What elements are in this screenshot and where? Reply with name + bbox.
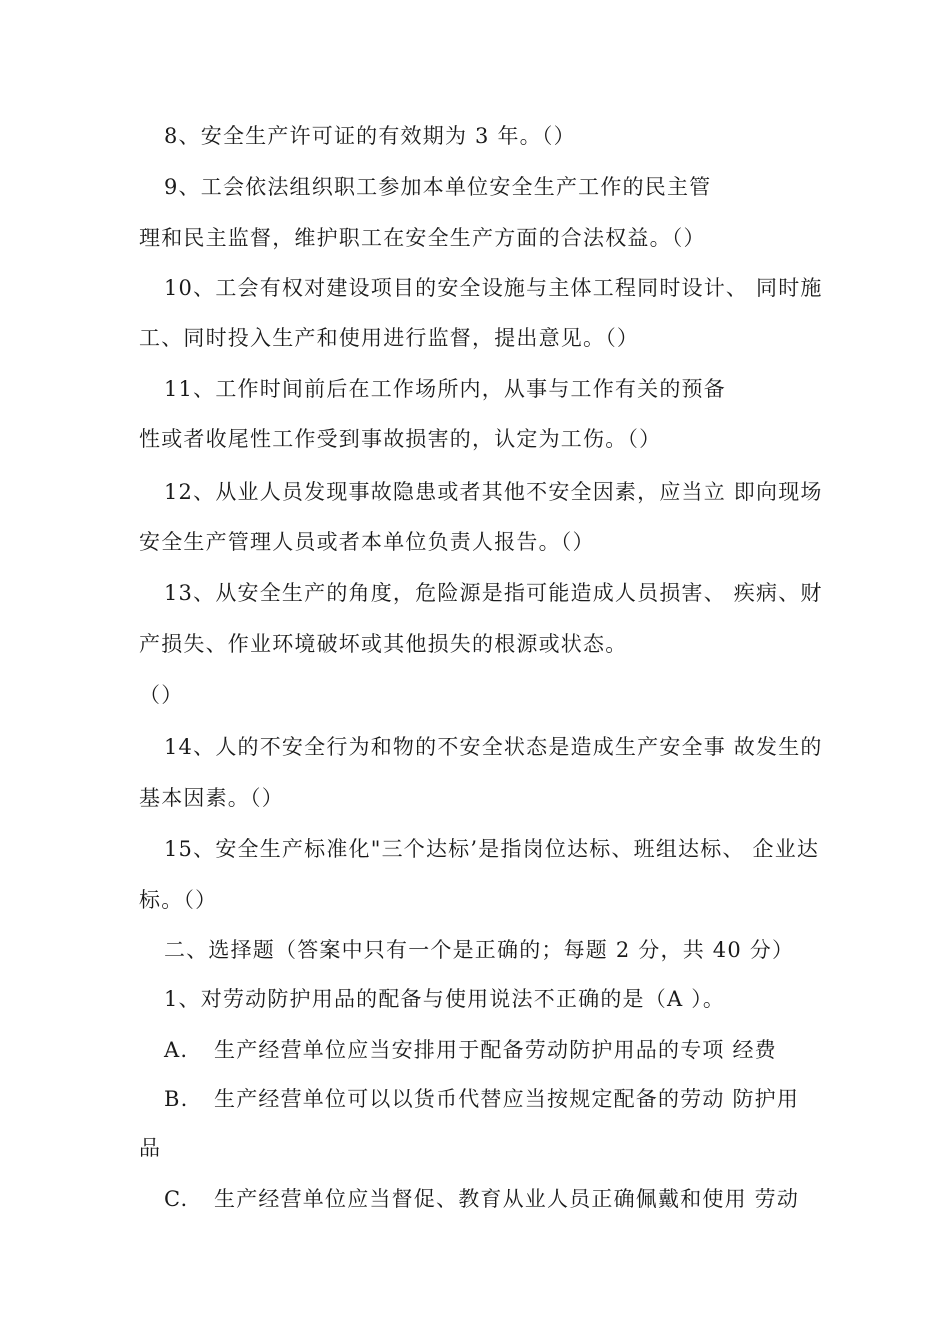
section-heading: 二、选择题（答案中只有一个是正确的；每题 2 分，共 40 分） bbox=[164, 938, 795, 962]
question-12-line-2: 安全生产管理人员或者本单位负责人报告。（） bbox=[139, 530, 595, 554]
question-15-line-1: 15、安全生产标准化"三个达标’是指岗位达标、班组达标、 企业达 bbox=[164, 837, 820, 861]
option-c-text: 生产经营单位应当督促、教育从业人员正确佩戴和使用 劳动 bbox=[214, 1187, 800, 1211]
option-a-letter: A. bbox=[164, 1038, 189, 1062]
question-10-line-1: 10、工会有权对建设项目的安全设施与主体工程同时设计、 同时施 bbox=[164, 276, 823, 300]
question-13-line-1: 13、从安全生产的角度，危险源是指可能造成人员损害、 疾病、财 bbox=[164, 581, 823, 605]
question-9-line-2: 理和民主监督，维护职工在安全生产方面的合法权益。（） bbox=[139, 226, 706, 250]
question-14-line-1: 14、人的不安全行为和物的不安全状态是造成生产安全事 故发生的 bbox=[164, 735, 823, 759]
choice-question-1: 1、对劳动防护用品的配备与使用说法不正确的是（A ）。 bbox=[164, 987, 726, 1011]
question-13-line-2: 产损失、作业环境破坏或其他损失的根源或状态。 bbox=[139, 632, 628, 656]
option-a-text: 生产经营单位应当安排用于配备劳动防护用品的专项 经费 bbox=[214, 1038, 777, 1062]
question-10-line-2: 工、同时投入生产和使用进行监督，提出意见。（） bbox=[139, 326, 640, 350]
question-9-line-1: 9、工会依法组织职工参加本单位安全生产工作的民主管 bbox=[164, 175, 712, 199]
question-13-line-3: （） bbox=[139, 683, 184, 707]
option-b bbox=[164, 1084, 799, 1114]
option-c-letter: C. bbox=[164, 1187, 189, 1211]
question-12-line-1: 12、从业人员发现事故隐患或者其他不安全因素，应当立 即向现场 bbox=[164, 480, 823, 504]
question-15-line-2: 标。（） bbox=[139, 888, 218, 912]
option-c bbox=[164, 1184, 799, 1214]
option-b-text: 生产经营单位可以以货币代替应当按规定配备的劳动 防护用 bbox=[214, 1087, 800, 1111]
question-8: 8、安全生产许可证的有效期为 3 年。（） bbox=[164, 124, 576, 148]
question-14-line-2: 基本因素。（） bbox=[139, 786, 284, 810]
option-a bbox=[164, 1035, 777, 1065]
option-b-letter: B. bbox=[164, 1087, 189, 1111]
question-11-line-2: 性或者收尾性工作受到事故损害的，认定为工伤。（） bbox=[139, 427, 662, 451]
question-11-line-1: 11、工作时间前后在工作场所内，从事与工作有关的预备 bbox=[164, 377, 726, 401]
option-b-continuation: 品 bbox=[139, 1136, 162, 1160]
